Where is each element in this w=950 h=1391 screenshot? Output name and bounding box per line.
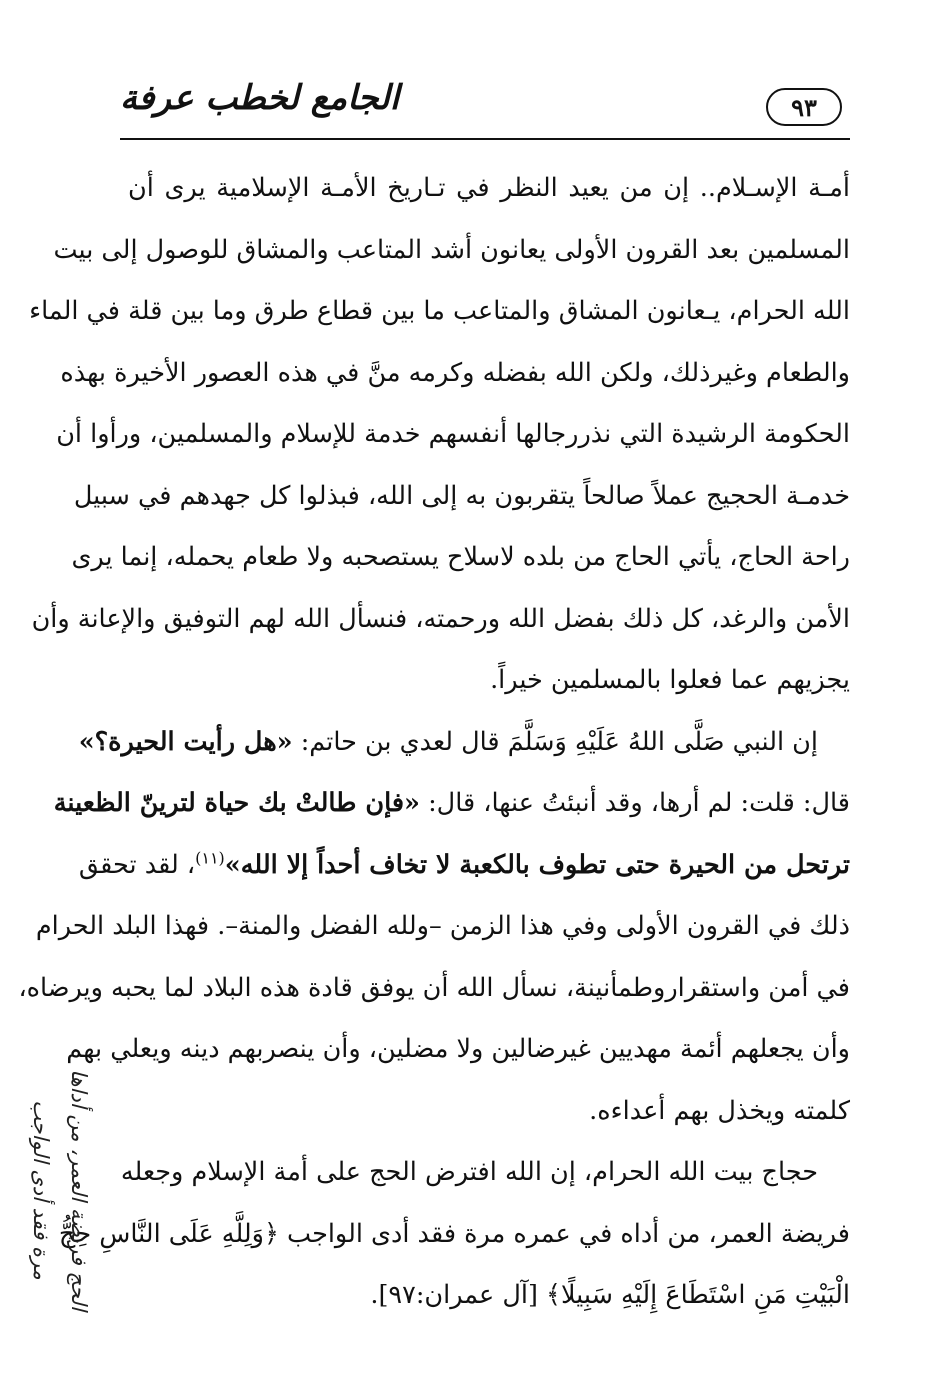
text-line: راحة الحاج، يأتي الحاج من بلده لاسلاح يستصحبه ولا طعام يحمله، إنما يرى [71, 542, 850, 572]
text-line: والطعام وغيرذلك، ولكن الله بفضله وكرمه منَّ في هذه العصور الأخيرة بهذه [60, 357, 850, 388]
handwritten-margin-note [14, 1040, 106, 1340]
text-run: ، لقد تحقق [78, 849, 196, 880]
margin-note-text [22, 1040, 98, 1340]
text-line: حجاج بيت الله الحرام، إن الله افترض الحج على أمة الإسلام وجعله [120, 1157, 818, 1187]
page-header [120, 70, 850, 140]
margin-note-line: الحج فريضة العمر، من أداها [67, 1069, 91, 1311]
book-title: الجامع لخطب عرفة [120, 78, 400, 118]
text-line-hadith [78, 835, 850, 897]
text-line: كلمته ويخذل بهم أعداءه. [589, 1095, 850, 1126]
text-run: إن النبي صَلَّى اللهُ عَلَيْهِ وَسَلَّمَ قال لعدي بن حاتم: [292, 726, 818, 757]
hadith-quote: ترتحل من الحيرة حتى تطوف بالكعبة لا تخاف أحداً إلا الله» [224, 849, 850, 880]
text-run: قال: قلت: لم أرها، وقد أنبئتُ عنها، قال: [419, 788, 850, 818]
text-line: في أمن واستقراروطمأنينة، نسأل الله أن يوفق قادة هذه البلاد لما يحبه ويرضاه، [18, 972, 850, 1003]
text-line: الْبَيْتِ مَنِ اسْتَطَاعَ إِلَيْهِ سَبِيلًا﴾ [آل عمران:٩٧]. [370, 1280, 850, 1310]
text-line: خدمـة الحجيج عملاً صالحاً يتقربون به إلى الله، فبذلوا كل جهدهم في سبيل [73, 480, 850, 511]
text-line: الحكومة الرشيدة التي نذررجالها أنفسهم خدمة للإسلام والمسلمين، ورأوا أن [56, 419, 850, 449]
hadith-quote: «هل رأيت الحيرة؟» [78, 726, 293, 757]
page-number: ٩٣ [766, 88, 842, 126]
hadith-quote: «فإن طالتْ بك حياة لترينّ الظعينة [53, 788, 420, 818]
text-line: ذلك في القرون الأولى وفي هذا الزمن –ولله الفضل والمنة–. فهذا البلد الحرام [35, 911, 850, 941]
text-line: وأن يجعلهم أئمة مهديين غيرضالين ولا مضلين، وأن ينصربهم دينه ويعلي بهم [66, 1034, 850, 1064]
text-line: أمـة الإسـلام.. إن من يعيد النظر في تـاريخ الأمـة الإسلامية يرى أن [128, 173, 850, 203]
text-line: فريضة العمر، من أداه في عمره مرة فقد أدى الواجب ﴿وَلِلَّهِ عَلَى النَّاسِ حِجُّ [58, 1218, 850, 1249]
text-line: المسلمين بعد القرون الأولى يعانون أشد المتاعب والمشاق للوصول إلى بيت [53, 234, 850, 265]
header-rule [120, 138, 850, 140]
text-line: الله الحرام، يـعانون المشاق والمتاعب ما بين قطاع طرق وما بين قلة في الماء [29, 296, 850, 326]
footnote-reference[interactable]: (١١) [195, 848, 225, 867]
text-line: يجزيهم عما فعلوا بالمسلمين خيراً. [490, 665, 850, 695]
text-line-hadith [53, 773, 850, 835]
margin-note-line: مرة فقد أدى الواجب [29, 1100, 53, 1280]
text-line: الأمن والرغد، كل ذلك بفضل الله ورحمته، فنسأل الله لهم التوفيق والإعانة وأن [31, 603, 850, 634]
text-line-hadith [78, 712, 850, 774]
